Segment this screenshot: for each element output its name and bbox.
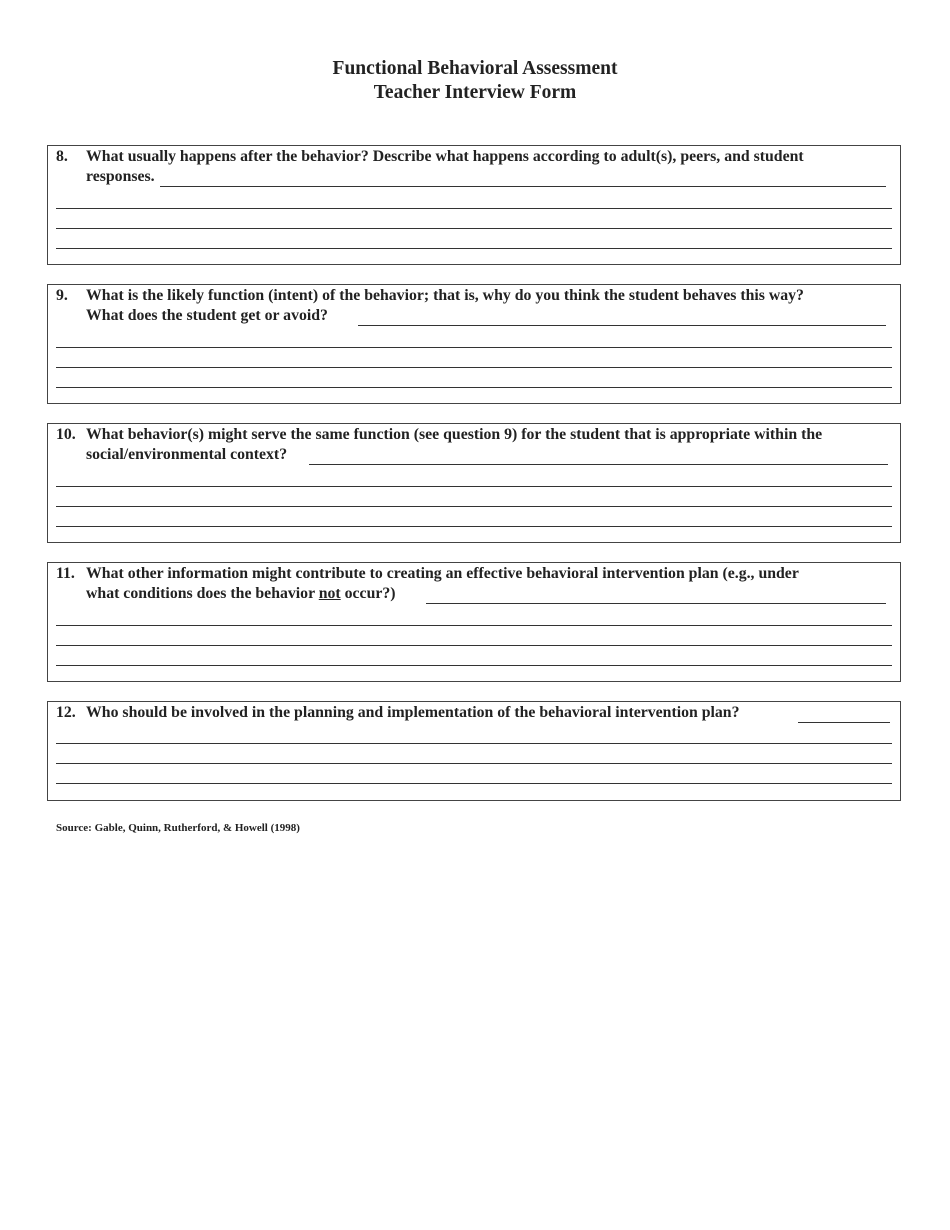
- answer-line[interactable]: [56, 367, 892, 368]
- question-line-1: What usually happens after the behavior? Describe what happens according to adult(s), peers, and student: [86, 148, 804, 165]
- answer-line[interactable]: [56, 506, 892, 507]
- question-line-2-end: occur?): [340, 585, 396, 602]
- question-number: 8.: [56, 148, 68, 165]
- answer-line[interactable]: [56, 526, 892, 527]
- question-9-text: [48, 285, 900, 326]
- question-line-1: What other information might contribute to creating an effective behavioral intervention plan (e.g., under: [86, 565, 799, 582]
- answer-line[interactable]: [56, 665, 892, 666]
- answer-line[interactable]: [56, 763, 892, 764]
- question-number: 11.: [56, 565, 75, 582]
- answer-line[interactable]: [56, 783, 892, 784]
- question-9-box: [47, 284, 901, 404]
- question-12-text: [48, 702, 900, 723]
- question-line-2: responses.: [86, 168, 155, 185]
- answer-line[interactable]: [56, 645, 892, 646]
- question-line-2: social/environmental context?: [86, 446, 288, 463]
- question-11-text: [48, 563, 900, 604]
- answer-line[interactable]: [56, 625, 892, 626]
- answer-line[interactable]: [56, 347, 892, 348]
- question-line-2: [86, 584, 888, 604]
- emphasis-not: not: [318, 585, 341, 602]
- title-line-1: Functional Behavioral Assessment: [332, 58, 618, 79]
- question-line-1: What is the likely function (intent) of the behavior; that is, why do you think the student behaves this way?: [86, 287, 804, 304]
- answer-line[interactable]: [56, 208, 892, 209]
- question-10-text: [48, 424, 900, 465]
- question-line-2: What does the student get or avoid?: [86, 307, 328, 324]
- source-citation: Source: Gable, Quinn, Rutherford, & Howell (1998): [56, 822, 300, 834]
- question-number: 10.: [56, 426, 76, 443]
- answer-line[interactable]: [56, 387, 892, 388]
- title-line-2: Teacher Interview Form: [373, 82, 577, 103]
- question-10-box: [47, 423, 901, 543]
- question-line-1: Who should be involved in the planning and implementation of the behavioral intervention plan?: [86, 704, 740, 721]
- question-line-2-start: what conditions does the behavior: [86, 585, 319, 602]
- question-8-text: [48, 146, 900, 187]
- answer-line[interactable]: [56, 228, 892, 229]
- question-8-box: [47, 145, 901, 265]
- question-line-1: What behavior(s) might serve the same function (see question 9) for the student that is appropriate within the: [86, 426, 823, 443]
- form-title: [0, 57, 950, 105]
- question-12-box: [47, 701, 901, 801]
- question-number: 12.: [56, 704, 76, 721]
- answer-line[interactable]: [56, 486, 892, 487]
- answer-line[interactable]: [56, 743, 892, 744]
- answer-line[interactable]: [56, 248, 892, 249]
- question-number: 9.: [56, 287, 68, 304]
- question-11-box: [47, 562, 901, 682]
